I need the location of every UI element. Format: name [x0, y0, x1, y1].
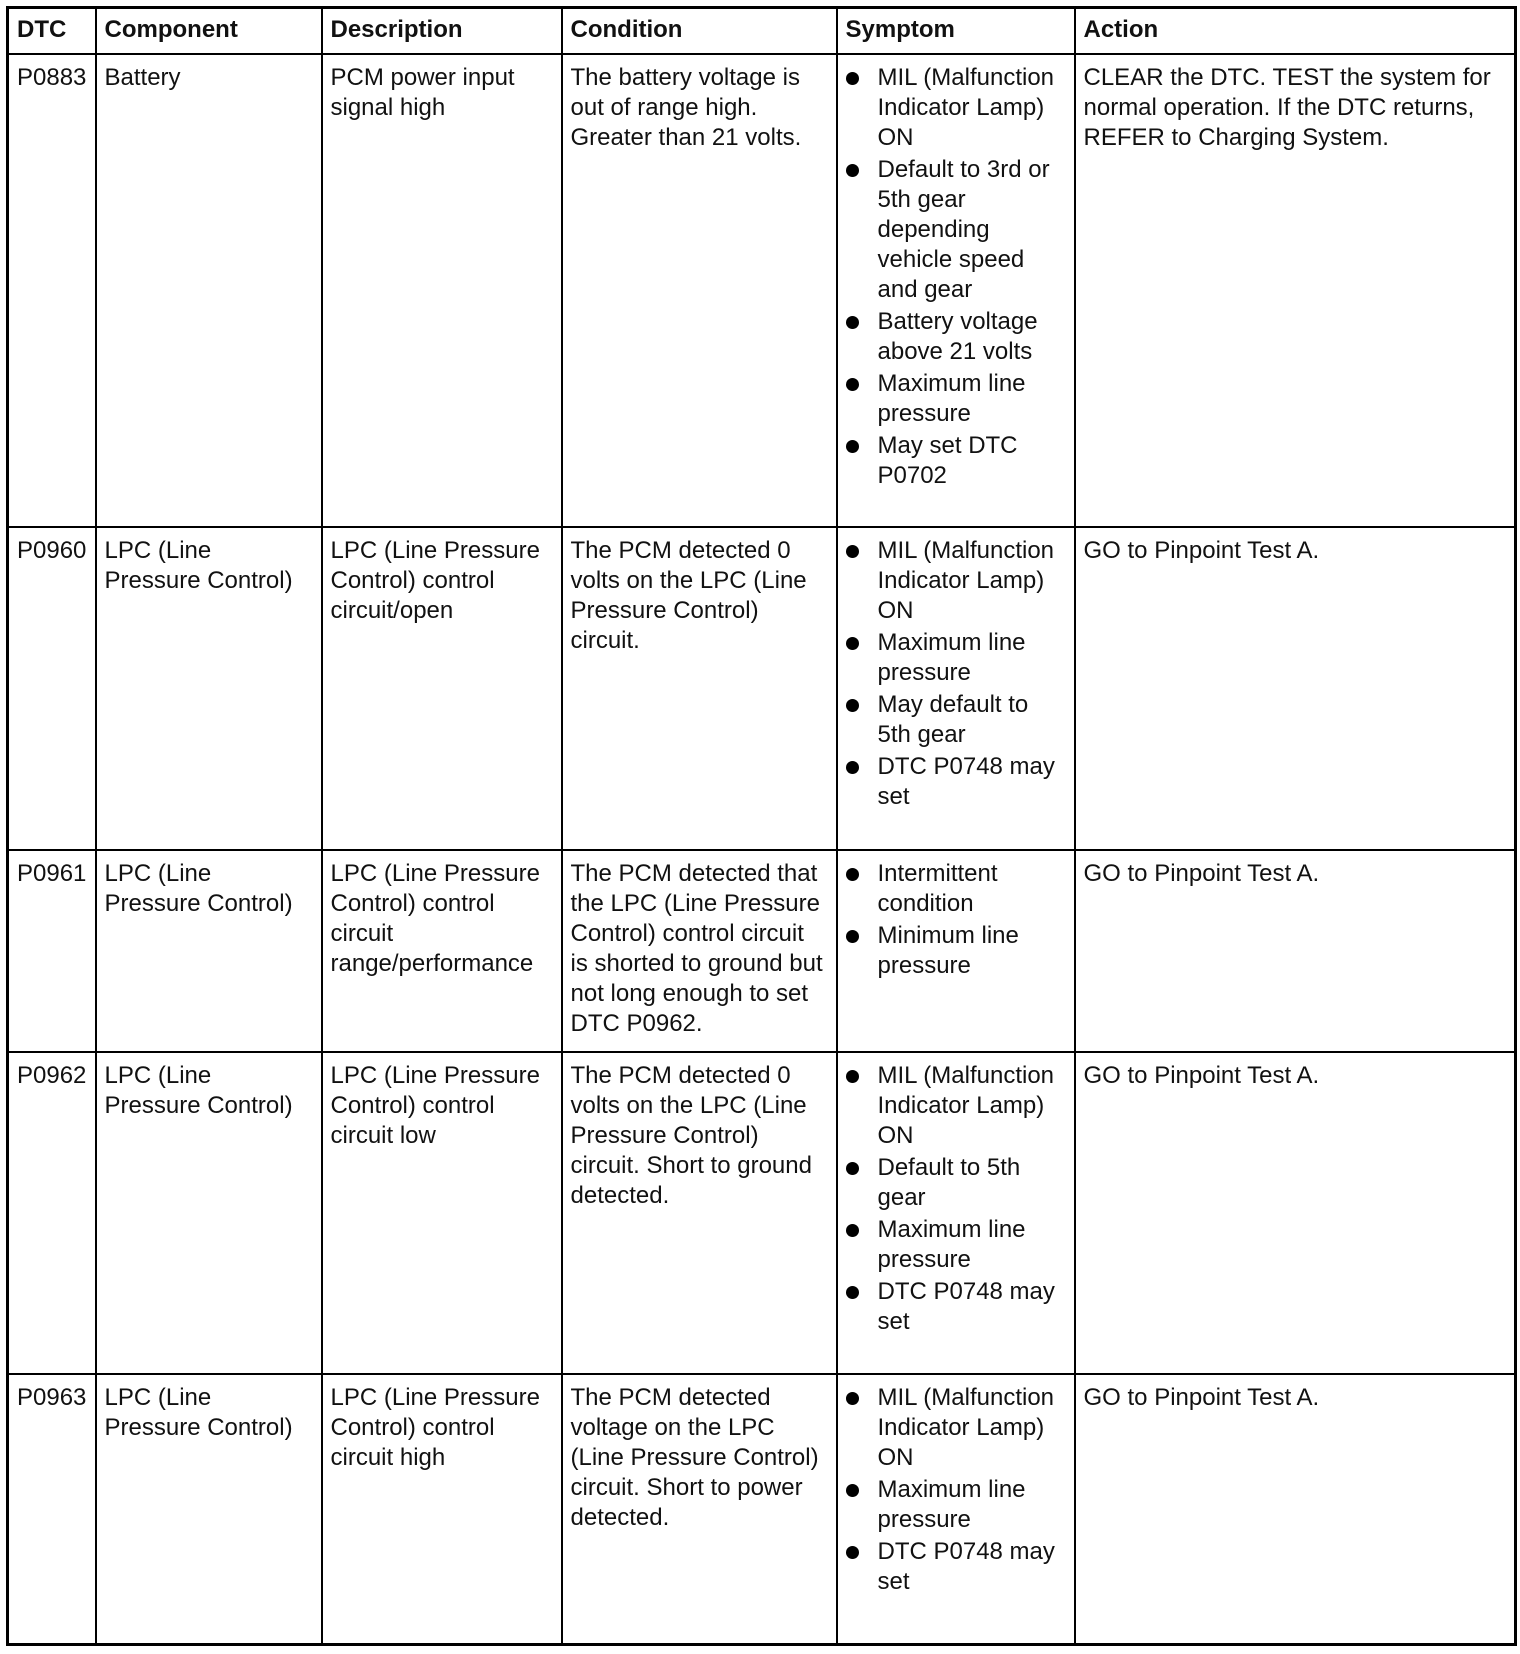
- bullet-icon: [846, 1484, 859, 1497]
- symptom-text: May default to 5th gear: [877, 691, 1029, 749]
- bullet-icon: [846, 72, 859, 85]
- table-row: [8, 54, 1516, 527]
- symptom-text: Minimum line pressure: [877, 921, 1019, 979]
- header-dtc: DTC: [8, 8, 96, 55]
- condition-cell: The battery voltage is out of range high. Greater than 21 volts.: [562, 54, 837, 527]
- symptom-item: [846, 63, 1066, 153]
- header-action: Action: [1075, 8, 1516, 55]
- header-description: Description: [322, 8, 562, 55]
- component-cell: LPC (Line Pressure Control): [96, 850, 322, 1052]
- symptom-item: [846, 752, 1066, 812]
- description-cell: LPC (Line Pressure Control) control circuit/open: [322, 527, 562, 849]
- symptom-text: Maximum line pressure: [877, 1216, 1026, 1274]
- bullet-icon: [846, 637, 859, 650]
- description-cell: PCM power input signal high: [322, 54, 562, 527]
- symptom-item: [846, 1061, 1066, 1151]
- dtc-code-cell: P0960: [8, 527, 96, 849]
- bullet-icon: [846, 545, 859, 558]
- symptom-item: [846, 1537, 1066, 1597]
- symptom-text: Default to 5th gear: [877, 1154, 1021, 1212]
- bullet-icon: [846, 699, 859, 712]
- dtc-code-cell: P0962: [8, 1052, 96, 1374]
- bullet-icon: [846, 1070, 859, 1083]
- header-component: Component: [96, 8, 322, 55]
- symptom-cell: [837, 850, 1075, 1052]
- action-cell: GO to Pinpoint Test A.: [1075, 527, 1516, 849]
- component-cell: LPC (Line Pressure Control): [96, 1374, 322, 1644]
- dtc-code-cell: P0883: [8, 54, 96, 527]
- bullet-icon: [846, 378, 859, 391]
- bullet-icon: [846, 1286, 859, 1299]
- symptom-list: [846, 536, 1066, 812]
- symptom-text: Default to 3rd or 5th gear depending vehicle speed and gear: [877, 156, 1050, 303]
- bullet-icon: [846, 440, 859, 453]
- component-cell: LPC (Line Pressure Control): [96, 1052, 322, 1374]
- symptom-text: Battery voltage above 21 volts: [877, 308, 1038, 365]
- symptom-item: [846, 1475, 1066, 1535]
- condition-cell: The PCM detected 0 volts on the LPC (Line Pressure Control) circuit.: [562, 527, 837, 849]
- header-row: [8, 8, 1516, 55]
- symptom-list: [846, 1383, 1066, 1597]
- symptom-text: Maximum line pressure: [877, 629, 1026, 687]
- symptom-cell: [837, 1052, 1075, 1374]
- symptom-item: [846, 155, 1066, 305]
- symptom-item: [846, 690, 1066, 750]
- symptom-item: [846, 369, 1066, 429]
- symptom-item: [846, 536, 1066, 626]
- symptom-text: DTC P0748 may set: [877, 753, 1055, 811]
- bullet-icon: [846, 164, 859, 177]
- dtc-table: [6, 6, 1517, 1646]
- bullet-icon: [846, 1224, 859, 1237]
- table-row: [8, 1052, 1516, 1374]
- symptom-item: [846, 431, 1066, 491]
- bullet-icon: [846, 1392, 859, 1405]
- symptom-text: DTC P0748 may set: [877, 1278, 1055, 1336]
- symptom-list: [846, 1061, 1066, 1337]
- symptom-text: MIL (Malfunction Indicator Lamp) ON: [877, 537, 1055, 625]
- symptom-item: [846, 1215, 1066, 1275]
- symptom-text: Intermittent condition: [877, 859, 998, 917]
- symptom-item: [846, 1153, 1066, 1213]
- symptom-item: [846, 921, 1066, 981]
- symptom-text: MIL (Malfunction Indicator Lamp) ON: [877, 1062, 1055, 1150]
- bullet-icon: [846, 1162, 859, 1175]
- symptom-cell: [837, 527, 1075, 849]
- dtc-code-cell: P0961: [8, 850, 96, 1052]
- symptom-text: DTC P0748 may set: [877, 1538, 1055, 1596]
- header-condition: Condition: [562, 8, 837, 55]
- condition-cell: The PCM detected that the LPC (Line Pressure Control) control circuit is shorted to ground but not long enough to set DTC P0962.: [562, 850, 837, 1052]
- symptom-item: [846, 1277, 1066, 1337]
- dtc-code-cell: P0963: [8, 1374, 96, 1644]
- symptom-text: May set DTC P0702: [877, 432, 1018, 489]
- symptom-item: [846, 628, 1066, 688]
- symptom-item: [846, 307, 1066, 367]
- table-row: [8, 527, 1516, 849]
- description-cell: LPC (Line Pressure Control) control circuit range/performance: [322, 850, 562, 1052]
- symptom-cell: [837, 54, 1075, 527]
- action-cell: CLEAR the DTC. TEST the system for normal operation. If the DTC returns, REFER to Charging System.: [1075, 54, 1516, 527]
- symptom-cell: [837, 1374, 1075, 1644]
- action-cell: GO to Pinpoint Test A.: [1075, 1052, 1516, 1374]
- symptom-list: [846, 859, 1066, 981]
- symptom-item: [846, 1383, 1066, 1473]
- component-cell: LPC (Line Pressure Control): [96, 527, 322, 849]
- description-cell: LPC (Line Pressure Control) control circuit high: [322, 1374, 562, 1644]
- condition-cell: The PCM detected voltage on the LPC (Line Pressure Control) circuit. Short to power detected.: [562, 1374, 837, 1644]
- symptom-text: MIL (Malfunction Indicator Lamp) ON: [877, 1384, 1055, 1472]
- component-cell: Battery: [96, 54, 322, 527]
- condition-cell: The PCM detected 0 volts on the LPC (Line Pressure Control) circuit. Short to ground detected.: [562, 1052, 837, 1374]
- header-symptom: Symptom: [837, 8, 1075, 55]
- bullet-icon: [846, 868, 859, 881]
- bullet-icon: [846, 1546, 859, 1559]
- symptom-text: Maximum line pressure: [877, 1476, 1026, 1534]
- symptom-list: [846, 63, 1066, 491]
- symptom-text: Maximum line pressure: [877, 370, 1026, 427]
- symptom-item: [846, 859, 1066, 919]
- bullet-icon: [846, 761, 859, 774]
- bullet-icon: [846, 930, 859, 943]
- action-cell: GO to Pinpoint Test A.: [1075, 850, 1516, 1052]
- action-cell: GO to Pinpoint Test A.: [1075, 1374, 1516, 1644]
- table-row: [8, 1374, 1516, 1644]
- bullet-icon: [846, 316, 859, 329]
- symptom-text: MIL (Malfunction Indicator Lamp) ON: [877, 64, 1055, 151]
- description-cell: LPC (Line Pressure Control) control circuit low: [322, 1052, 562, 1374]
- table-row: [8, 850, 1516, 1052]
